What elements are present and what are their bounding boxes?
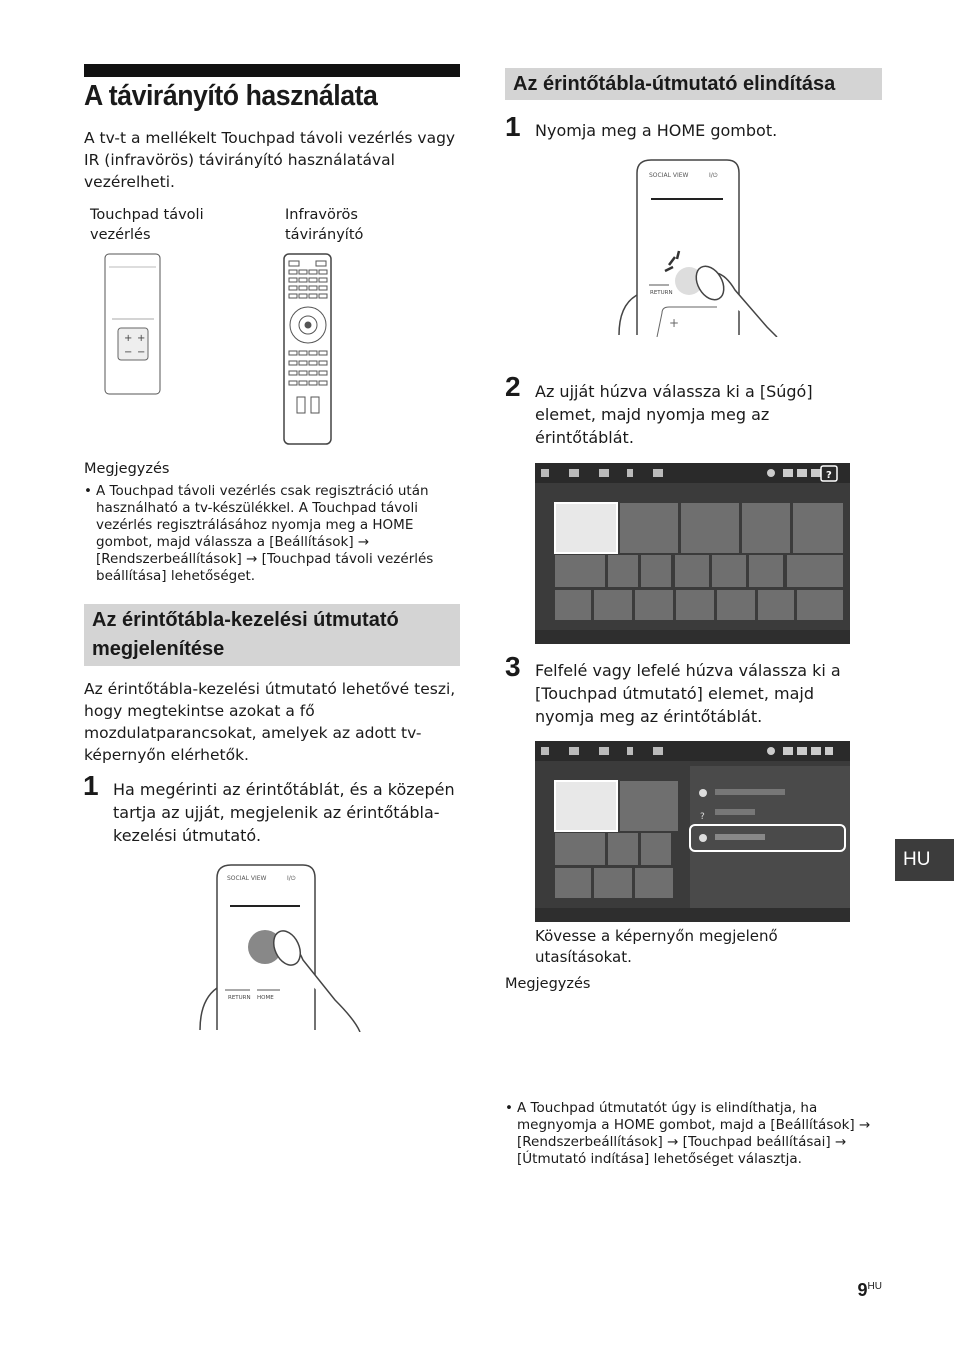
page-title: A távirányító használata xyxy=(84,80,378,112)
svg-text:RETURN: RETURN xyxy=(650,290,673,296)
svg-text:+: + xyxy=(124,333,133,344)
step-number: 1 xyxy=(83,770,99,801)
note-text-right: • A Touchpad útmutatót úgy is elindíthatja, ha megnyomja a HOME gombot, majd a [Beállítások] → [Rendszerbeállítások] → [Touchpad beállításai] → [Útmutató indítása] lehetőséget választja. xyxy=(505,1100,895,1168)
step-text: Az ujját húzva válassza ki a [Súgó] elemet, majd nyomja meg az érintőtáblát. xyxy=(535,382,813,447)
remote-power-label: I/⏻ xyxy=(287,875,296,882)
language-tab: HU xyxy=(895,839,954,881)
remote-return-label: RETURN xyxy=(228,995,251,1001)
home-press-image xyxy=(617,155,782,337)
ir-remote-image xyxy=(283,253,333,446)
svg-text:I/⏻: I/⏻ xyxy=(709,172,718,179)
touchpad-hold-image xyxy=(195,860,370,1032)
svg-text:+: + xyxy=(137,333,146,344)
page-number: $9^{HU}$ xyxy=(857,1280,882,1300)
touchpad-remote-image xyxy=(104,253,162,396)
section-heading-start: Az érintőtábla-útmutató elindítása xyxy=(505,68,882,100)
section-text-guide: Az érintőtábla-kezelési útmutató lehetővé teszi, hogy megtekintse azokat a fő mozdulatparancsokat, amelyek az adott tv-képernyőn elérhetők. xyxy=(84,680,456,764)
svg-text:−: − xyxy=(137,347,146,358)
tv-home-screen-image xyxy=(535,463,850,644)
touchpad-label: Touchpad távoli vezérlés xyxy=(90,207,204,243)
svg-text:?: ? xyxy=(700,812,705,822)
svg-text:−: − xyxy=(124,347,133,358)
svg-text:?: ? xyxy=(826,470,832,481)
step-number: 1 xyxy=(505,111,521,142)
tv-help-menu-image xyxy=(535,741,850,922)
intro-text: A tv-t a mellékelt Touchpad távoli vezérlés vagy IR (infravörös) távirányító használatával vezérelheti. xyxy=(84,129,456,191)
remote-social-view-label: SOCIAL VIEW xyxy=(227,875,267,882)
note-text-left: • A Touchpad távoli vezérlés csak regisztráció után használható a tv-készülékkel. A Touchpad távoli vezérlés regisztrálásához nyomja meg a HOME gombot, majd válassza a [Beállítások] → [Rendszerbeállítások] → [Touchpad távoli vezérlés beállítása] lehetőséget. xyxy=(84,483,466,585)
step-number: 2 xyxy=(505,371,521,402)
follow-instructions-text: Kövesse a képernyőn megjelenő utasításokat. xyxy=(535,927,778,966)
note-title-left: Megjegyzés xyxy=(84,461,170,477)
svg-text:+: + xyxy=(669,316,680,330)
ir-label: Infravörös távirányító xyxy=(285,207,364,243)
step-text: Nyomja meg a HOME gombot. xyxy=(535,121,778,140)
step-text: Felfelé vagy lefelé húzva válassza ki a [Touchpad útmutató] elemet, majd nyomja meg az érintőtáblát. xyxy=(535,661,841,726)
step-text: Ha megérinti az érintőtáblát, és a közepén tartja az ujját, megjelenik az érintőtábla-kezelési útmutató. xyxy=(113,780,455,845)
step-number: 3 xyxy=(505,651,521,682)
note-title-right: Megjegyzés xyxy=(505,976,591,992)
title-bar xyxy=(84,64,460,77)
svg-text:SOCIAL VIEW: SOCIAL VIEW xyxy=(649,172,689,179)
section-heading-guide: Az érintőtábla-kezelési útmutató megjelenítése xyxy=(84,604,460,666)
remote-home-label: HOME xyxy=(257,995,274,1001)
